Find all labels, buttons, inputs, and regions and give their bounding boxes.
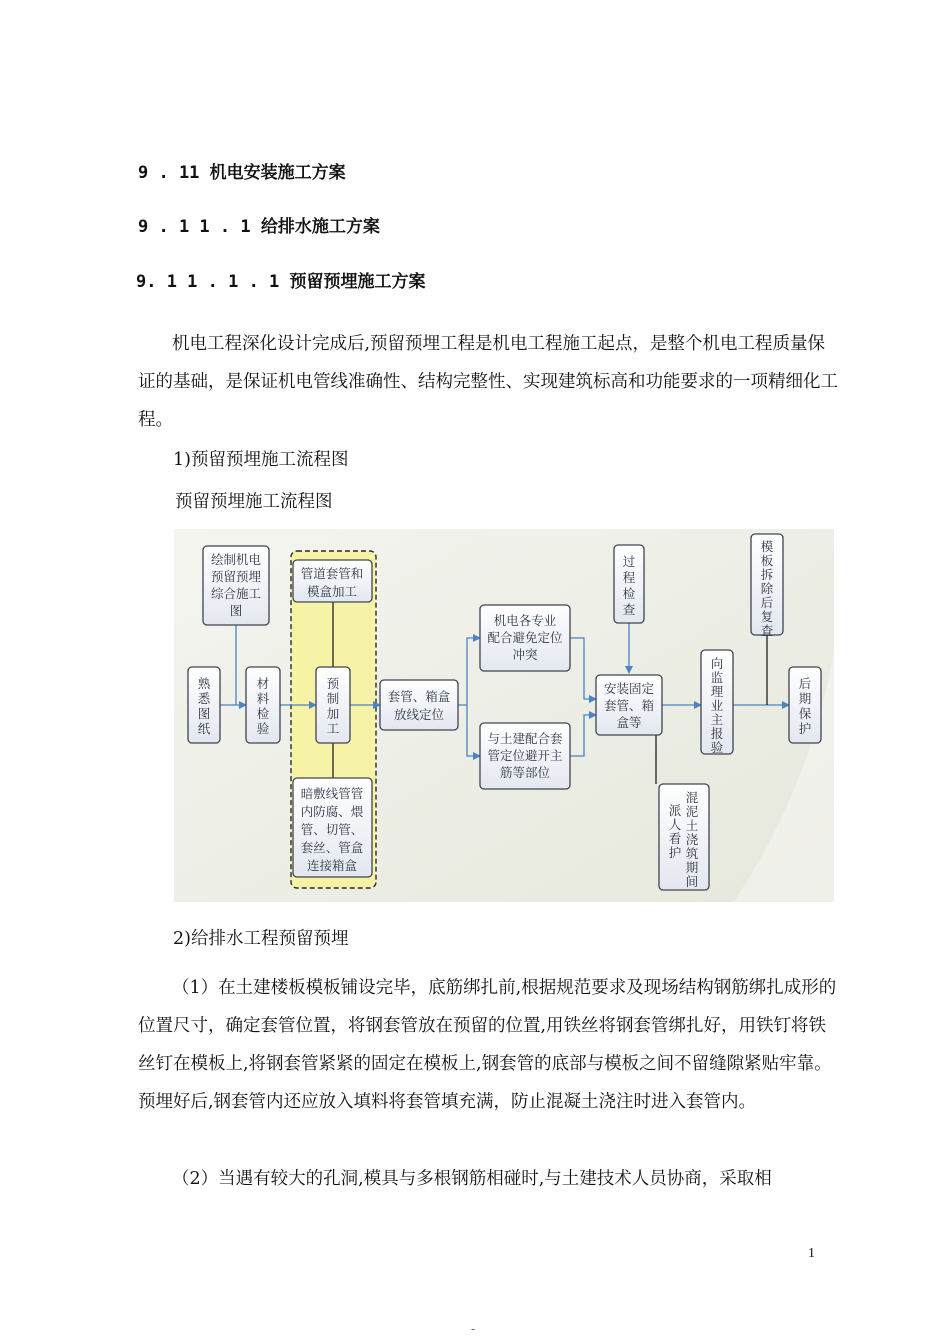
node-position-box [380, 680, 458, 730]
intro-paragraph: 机电工程深化设计完成后,预留预埋工程是机电工程施工起点，是整个机电工程质量保证的基础，是保证机电管线准确性、结构完整性、实现建筑标高和功能要求的一项精细化工程。 [138, 334, 838, 430]
heading-9-11: 9 . 11 机电安装施工方案 [138, 163, 346, 183]
node-position-label: 套管、箱盒放线定位 [387, 689, 451, 722]
node-concrete-guard-label-1: 混泥土浇筑期间 [685, 790, 699, 889]
page-number: 1 [808, 1246, 815, 1261]
figure-caption: 预留预埋施工流程图 [175, 492, 333, 512]
heading-9-11-1: 9 . 1 1 . 1 给排水施工方案 [138, 217, 380, 237]
footer-dash: - [471, 1322, 476, 1336]
node-civil-coord-label: 与土建配合套管定位避开主筋等部位 [487, 731, 563, 780]
node-concrete-guard-box [659, 784, 709, 890]
node-report-label: 向监理业主报验 [710, 656, 724, 755]
construction-flowchart [174, 529, 834, 902]
node-sleeve-label: 管道套管和模盒加工 [300, 566, 364, 599]
node-concealed-label: 暗敷线管管内防腐、煨管、切管、套丝、管盒连接箱盒 [300, 786, 364, 873]
node-draw-label: 绘制机电预留预埋综合施工图 [210, 552, 262, 618]
node-protect-label: 后期保护 [798, 676, 812, 736]
node-install-fix-label: 安装固定套管、箱盒等 [603, 681, 655, 730]
heading-9-11-1-1: 9. 1 1 . 1 . 1 预留预埋施工方案 [136, 272, 426, 292]
node-prefab-label: 预制加工 [326, 676, 340, 736]
paragraph-2: （2）当遇有较大的孔洞,模具与多根钢筋相碰时,与土建技术人员协商，采取相 [172, 1169, 772, 1189]
item2-title: 2)给排水工程预留预埋 [173, 929, 349, 949]
node-material-label: 材料检验 [256, 676, 270, 736]
node-mep-coord-label: 机电各专业配合避免定位冲突 [487, 613, 563, 662]
item1-title: 1)预留预埋施工流程图 [173, 450, 349, 470]
node-familiarize-label: 熟悉图纸 [197, 676, 211, 736]
paragraph-1: （1）在土建楼板模板铺设完毕，底筋绑扎前,根据规范要求及现场结构钢筋绑扎成形的位置尺寸，确定套管位置，将钢套管放在预留的位置,用铁丝将钢套管绑扎好，用铁钉将铁丝钉在模板上,将钢套管紧紧的固定在模板上,钢套管的底部与模板之间不留缝隙紧贴牢靠。预埋好后,钢套管内还应放入填料将套管填充满，防止混凝土浇注时进入套管内。 [138, 978, 837, 1112]
node-recheck-label: 模板拆除后复查 [760, 539, 774, 638]
node-concrete-guard-label-2: 派人看护 [668, 803, 682, 860]
node-process-check-label: 过程检查 [622, 554, 636, 617]
